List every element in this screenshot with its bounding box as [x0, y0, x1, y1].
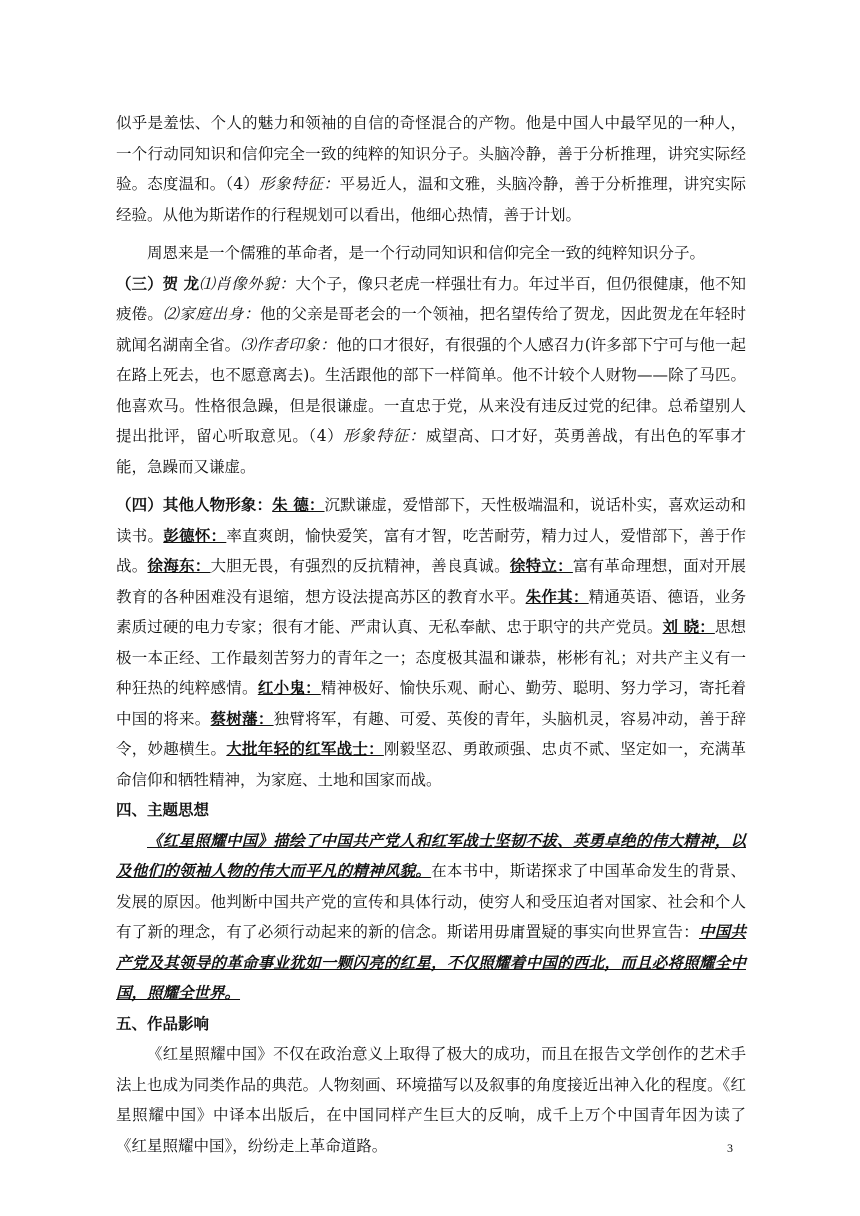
character-name: 朱作其： — [525, 586, 589, 606]
paragraph-text: 在本书中，斯诺探求了中国革命发生的背景、发展的原因。他判断中国共产党的宣传和具体行动，使穷人和受压迫者对国家、社会和个人有了新的理念，有了必须行动起来的新的信念。斯诺用毋庸置疑的事实向世界宣告： — [116, 862, 746, 941]
character-desc: 率直爽朗，愉快爱笑，富有才智，吃苦耐劳，精力过人，爱惜部下，善于作战。 — [116, 526, 746, 575]
character-desc: 思想极一本正经、工作最刻苦努力的青年之一；态度极其温和谦恭，彬彬有礼；对共产主义有一种狂热的纯粹感情。 — [116, 618, 746, 697]
paragraph-zhou-enlai-summary: 周恩来是一个儒雅的革命者，是一个行动同知识和信仰完全一致的纯粹知识分子。 — [147, 244, 706, 262]
paragraph-he-long — [116, 269, 746, 483]
feature-label: 形象特征： — [343, 427, 426, 445]
impression-text: 他的口才很好，有很强的个人感召力(许多部下宁可与他一起在路上死去，也不愿意离去)。生活跟他的部下一样简单。他不计较个人财物——除了马匹。他喜欢马。性格很急躁，但是很谦虚。一直忠于党，从来没有违反过党的纪律。总希望别人提出批评，留心听取意见。（4） — [116, 335, 746, 445]
character-desc: 精通英语、德语，业务素质过硬的电力专家；很有才能、严肃认真、无私奉献、忠于职守的共产党员。 — [116, 587, 746, 636]
character-name: 彭德怀： — [163, 525, 227, 545]
family-label: ⑵家庭出身： — [163, 305, 261, 323]
character-name: 徐特立： — [509, 556, 573, 575]
paragraph-text: 平易近人，温和文雅，头脑冷静，善于分析推理，讲究实际经验。从他为斯诺作的行程规划可以看出，他细心热情，善于计划。 — [116, 175, 746, 224]
character-name: 大批年轻的红军战士： — [226, 739, 384, 758]
paragraph-other-characters — [116, 490, 746, 795]
document-page — [116, 108, 746, 1161]
character-name: 蔡树藩： — [210, 708, 274, 728]
page-number: 3 — [727, 1141, 733, 1155]
character-name: 红小鬼： — [257, 678, 321, 697]
section-heading-influence: 五、作品影响 — [116, 1014, 210, 1033]
portrait-label: ⑴肖像外貌： — [199, 274, 296, 293]
feature-text: 威望高、口才好，英勇善战，有出色的军事才能，急躁而又谦虚。 — [116, 427, 746, 476]
paragraph-influence: 《红星照耀中国》不仅在政治意义上取得了极大的成功，而且在报告文学创作的艺术手法上也成为同类作品的典范。人物刻画、环境描写以及叙事的角度接近出神入化的程度。《红星照耀中国》中译本出版后，在中国同样产生巨大的反响，成千上万个中国青年因为读了《红星照耀中国》，纷纷走上革命道路。 — [116, 1045, 746, 1155]
character-name: 徐海东： — [147, 556, 211, 575]
section-heading-theme: 四、主题思想 — [116, 801, 210, 819]
character-desc: 沉默谦虚，爱惜部下，天性极端温和，说话朴实，喜欢运动和读书。 — [116, 496, 746, 545]
character-desc: 精神极好、愉快乐观、耐心、勤劳、聪明、努力学习，寄托着中国的将来。 — [116, 679, 746, 728]
section-label-other-characters: （四）其他人物形象： — [116, 495, 273, 514]
paragraph-theme — [116, 826, 746, 1009]
character-desc: 大胆无畏，有强烈的反抗精神，善良真诚。 — [210, 557, 510, 575]
feature-label: 形象特征： — [258, 175, 340, 193]
character-desc: 独臂将军，有趣、可爱、英俊的青年，头脑机灵，容易冲动，善于辞令，妙趣横生。 — [116, 709, 746, 758]
impression-label: ⑶作者印象： — [240, 335, 337, 354]
paragraph-zhou-enlai-description — [116, 108, 746, 230]
emphasized-text: 中国共产党及其领导的革命事业犹如一颗闪亮的红星，不仅照耀着中国的西北，而且必将照耀全中国，照耀全世界。 — [116, 922, 746, 1002]
character-desc: 刚毅坚忍、勇敢顽强、忠贞不贰、坚定如一，充满革命信仰和牺牲精神，为家庭、土地和国家而战。 — [116, 740, 746, 789]
section-label-he-long: （三）贺 龙 — [116, 273, 200, 293]
portrait-text: 大个子，像只老虎一样强壮有力。年过半百，但仍很健康，他不知疲倦。 — [116, 274, 746, 323]
emphasized-text: 《红星照耀中国》描绘了中国共产党人和红军战士坚韧不拔、英勇卓绝的伟大精神，以及他们的领袖人物的伟大而平凡的精神风貌。 — [116, 830, 746, 880]
character-name: 朱 德： — [272, 495, 325, 514]
family-text: 他的父亲是哥老会的一个领袖，把名望传给了贺龙，因此贺龙在年轻时就闻名湖南全省。 — [116, 305, 746, 354]
paragraph-text: 似乎是羞怯、个人的魅力和领袖的自信的奇怪混合的产物。他是中国人中最罕见的一种人，一个行动同知识和信仰完全一致的纯粹的知识分子。头脑冷静，善于分析推理，讲究实际经验。态度温和。（4） — [116, 114, 746, 193]
character-desc: 富有革命理想，面对开展教育的各种困难没有退缩，想方设法提高苏区的教育水平。 — [116, 557, 746, 606]
character-name: 刘 晓： — [662, 617, 715, 636]
